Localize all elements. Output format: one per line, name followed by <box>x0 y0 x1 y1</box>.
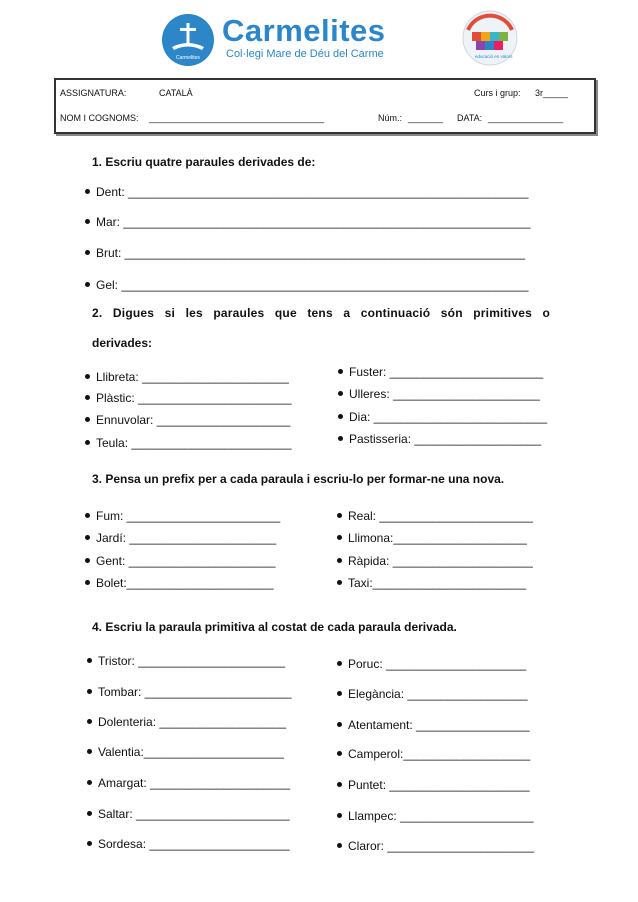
bullet-icon <box>85 440 90 445</box>
q4-left-item[interactable]: Tombar: ______________________ <box>87 685 292 699</box>
bullet-icon <box>338 391 343 396</box>
bullet-icon <box>337 843 342 848</box>
bullet-icon <box>87 841 92 846</box>
q2-right-item[interactable]: Fuster: _______________________ <box>338 365 543 379</box>
name-field[interactable]: ___________________________________ <box>149 113 325 123</box>
q3-left-item[interactable]: Jardí: ______________________ <box>85 531 276 545</box>
date-field[interactable]: _______________ <box>488 113 564 123</box>
q4-right-item[interactable]: Atentament: _________________ <box>337 718 530 732</box>
date-label: DATA: <box>457 113 483 123</box>
q4-left-item[interactable]: Tristor: ______________________ <box>87 654 285 668</box>
school-brand <box>222 14 386 61</box>
q4-left-item[interactable]: Saltar: _______________________ <box>87 807 290 821</box>
bullet-icon <box>85 417 90 422</box>
q2-left-item[interactable]: Ennuvolar: ____________________ <box>85 413 290 427</box>
q3-right-item[interactable]: Ràpida: _____________________ <box>337 554 533 568</box>
bullet-icon <box>337 513 342 518</box>
q1-item-mar[interactable]: Mar: _____________________________________________________________ <box>85 215 530 229</box>
bullet-icon <box>87 749 92 754</box>
q4-left-item[interactable]: Dolenteria: ___________________ <box>87 715 286 729</box>
name-label: NOM I COGNOMS: <box>60 113 139 123</box>
question-4-title: 4. Escriu la paraula primitiva al costat de cada paraula derivada. <box>92 620 457 634</box>
bullet-icon <box>85 250 90 255</box>
bullet-icon <box>337 722 342 727</box>
svg-text:Carmelites: Carmelites <box>176 55 200 61</box>
bullet-icon <box>337 782 342 787</box>
number-label: Núm.: <box>378 113 403 123</box>
bullet-icon <box>337 558 342 563</box>
bullet-icon <box>337 751 342 756</box>
student-info-box <box>54 78 596 134</box>
question-2-title-line1: 2. Digues si les paraules que tens a continuació són primitives o <box>92 306 550 320</box>
question-2-title-line2: derivades: <box>92 336 153 350</box>
bullet-icon <box>85 374 90 379</box>
q4-left-item[interactable]: Valentia:_____________________ <box>87 745 284 759</box>
q3-right-item[interactable]: Real: _______________________ <box>337 509 533 523</box>
bullet-icon <box>85 558 90 563</box>
q1-item-gel[interactable]: Gel: _____________________________________________________________ <box>85 278 528 292</box>
bullet-icon <box>337 535 342 540</box>
bullet-icon <box>85 282 90 287</box>
course-value[interactable]: 3r_____ <box>535 88 569 98</box>
subject-label: ASSIGNATURA: <box>60 88 127 98</box>
q1-item-dent[interactable]: Dent: ____________________________________________________________ <box>85 185 528 199</box>
q4-right-item[interactable]: Elegància: __________________ <box>337 687 528 701</box>
bullet-icon <box>87 811 92 816</box>
bullet-icon <box>85 535 90 540</box>
q2-right-item[interactable]: Pastisseria: ___________________ <box>338 432 541 446</box>
q4-left-item[interactable]: Amargat: _____________________ <box>87 776 290 790</box>
bullet-icon <box>337 813 342 818</box>
q4-left-item[interactable]: Sordesa: _____________________ <box>87 837 290 851</box>
bullet-icon <box>85 189 90 194</box>
svg-text:educació en valors: educació en valors <box>475 54 513 59</box>
q4-right-item[interactable]: Puntet: _____________________ <box>337 778 530 792</box>
q4-right-item[interactable]: Claror: ______________________ <box>337 839 534 853</box>
bullet-icon <box>338 414 343 419</box>
q2-left-item[interactable]: Plàstic: _______________________ <box>85 391 292 405</box>
bullet-icon <box>85 580 90 585</box>
course-label: Curs i grup: <box>474 88 521 98</box>
number-field[interactable]: _______ <box>408 113 444 123</box>
bullet-icon <box>337 691 342 696</box>
bullet-icon <box>87 780 92 785</box>
school-seal-logo <box>162 14 214 66</box>
bullet-icon <box>338 369 343 374</box>
bullet-icon <box>337 580 342 585</box>
school-name: Carmelites <box>222 13 386 48</box>
q2-right-item[interactable]: Ulleres: ______________________ <box>338 387 540 401</box>
q3-left-item[interactable]: Fum: _______________________ <box>85 509 280 523</box>
values-education-logo <box>460 8 520 68</box>
q4-right-item[interactable]: Poruc: _____________________ <box>337 657 526 671</box>
q3-right-item[interactable]: Llimona:____________________ <box>337 531 527 545</box>
bullet-icon <box>85 219 90 224</box>
question-1-title: 1. Escriu quatre paraules derivades de: <box>92 155 316 169</box>
q1-item-brut[interactable]: Brut: ____________________________________________________________ <box>85 246 525 260</box>
q4-right-item[interactable]: Llampec: ____________________ <box>337 809 534 823</box>
bullet-icon <box>85 395 90 400</box>
bullet-icon <box>85 513 90 518</box>
school-subtitle: Col·legi Mare de Déu del Carme <box>226 48 384 60</box>
question-3-title: 3. Pensa un prefix per a cada paraula i escriu-lo per formar-ne una nova. <box>92 472 505 486</box>
bullet-icon <box>337 661 342 666</box>
q3-left-item[interactable]: Gent: ______________________ <box>85 554 276 568</box>
bullet-icon <box>87 719 92 724</box>
q2-left-item[interactable]: Llibreta: ______________________ <box>85 370 289 384</box>
q2-right-item[interactable]: Dia: __________________________ <box>338 410 547 424</box>
subject-value: CATALÀ <box>159 88 193 98</box>
q3-left-item[interactable]: Bolet:______________________ <box>85 576 274 590</box>
puzzle-globe-icon <box>460 8 520 68</box>
q2-left-item[interactable]: Teula: ________________________ <box>85 436 292 450</box>
bullet-icon <box>338 436 343 441</box>
bullet-icon <box>87 689 92 694</box>
bullet-icon <box>87 658 92 663</box>
seal-cross-icon <box>162 14 214 66</box>
q4-right-item[interactable]: Camperol:___________________ <box>337 747 530 761</box>
q3-right-item[interactable]: Taxi:_______________________ <box>337 576 526 590</box>
